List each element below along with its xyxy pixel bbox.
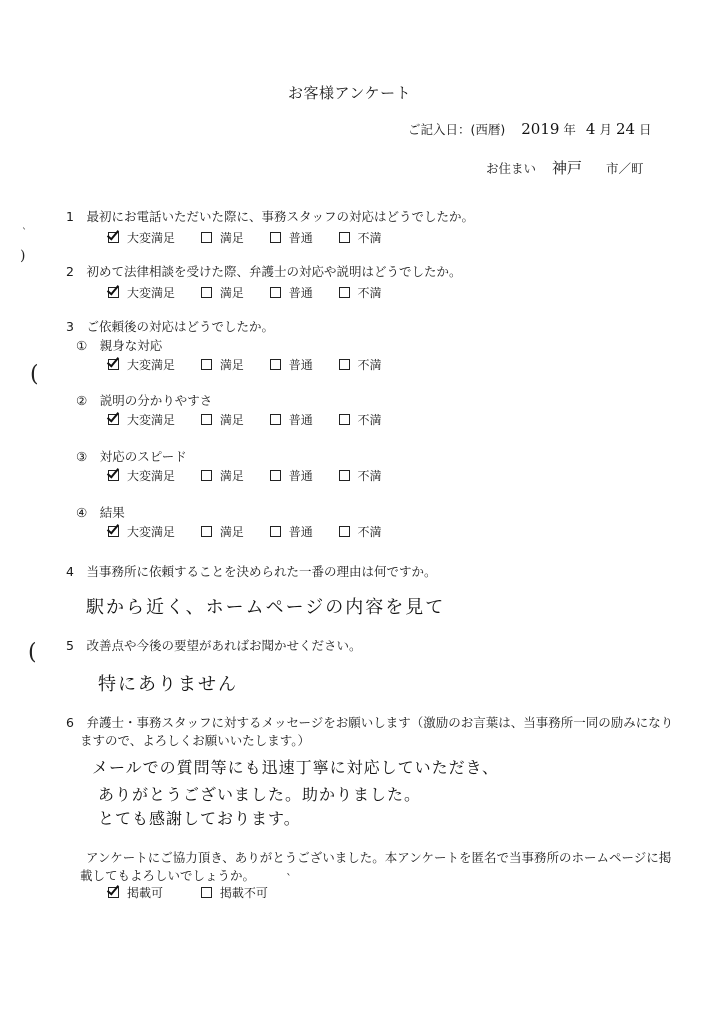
checkbox-checked-icon[interactable] <box>108 470 119 481</box>
checkbox-icon[interactable] <box>270 526 281 537</box>
question-1: 1 最初にお電話いただいた際に、事務スタッフの対応はどうでしたか。 <box>66 209 474 224</box>
question-6-answer-line-1: メールでの質問等にも迅速丁寧に対応していただき、 <box>92 758 500 777</box>
scan-mark-icon: ) <box>20 248 26 264</box>
checkbox-icon[interactable] <box>201 232 212 243</box>
checkbox-icon[interactable] <box>339 359 350 370</box>
address-label: お住まい <box>486 161 537 176</box>
option-satisfied[interactable]: 満足 <box>201 284 244 301</box>
checkbox-icon[interactable] <box>201 470 212 481</box>
closing-line-1: アンケートにご協力頂き、ありがとうございました。本アンケートを匿名で当事務所のホームページに掲 <box>86 850 672 865</box>
checkbox-checked-icon[interactable] <box>108 887 119 898</box>
option-publish-ok[interactable]: 掲載可 <box>108 884 163 901</box>
entry-date-year: 2019 <box>521 120 560 138</box>
checkbox-icon[interactable] <box>339 414 350 425</box>
question-1-options <box>108 229 404 246</box>
question-5: 5 改善点や今後の要望があればお聞かせください。 <box>66 638 362 653</box>
option-dissatisfied[interactable]: 不満 <box>339 284 382 301</box>
checkbox-checked-icon[interactable] <box>108 287 119 298</box>
option-very-satisfied[interactable]: 大変満足 <box>108 467 175 484</box>
checkbox-icon[interactable] <box>339 287 350 298</box>
option-dissatisfied[interactable]: 不満 <box>339 356 382 373</box>
closing-line-2: 載してもよろしいでしょうか。 <box>80 868 256 883</box>
option-very-satisfied[interactable]: 大変満足 <box>108 284 175 301</box>
option-neutral[interactable]: 普通 <box>270 411 313 428</box>
question-3: 3 ご依頼後の対応はどうでしたか。 <box>66 319 274 334</box>
entry-date-day: 24 <box>615 120 636 138</box>
option-satisfied[interactable]: 満足 <box>201 356 244 373</box>
checkbox-checked-icon[interactable] <box>108 414 119 425</box>
question-5-answer: 特にありません <box>98 674 238 695</box>
checkbox-icon[interactable] <box>270 470 281 481</box>
question-6-line-2: ますので、よろしくお願いいたします。） <box>80 733 311 748</box>
entry-date-day-unit: 日 <box>639 122 652 137</box>
option-satisfied[interactable]: 満足 <box>201 523 244 540</box>
checkbox-icon[interactable] <box>201 887 212 898</box>
page-title: お客様アンケート <box>288 84 412 102</box>
question-6-answer-line-3: とても感謝しております。 <box>98 809 301 828</box>
checkbox-checked-icon[interactable] <box>108 526 119 537</box>
publish-options <box>108 884 290 901</box>
entry-date-year-unit: 年 <box>563 122 576 137</box>
scan-mark-icon: ` <box>286 872 292 886</box>
option-dissatisfied[interactable]: 不満 <box>339 523 382 540</box>
option-neutral[interactable]: 普通 <box>270 523 313 540</box>
option-dissatisfied[interactable]: 不満 <box>339 411 382 428</box>
entry-date-label: ご記入日：(西暦) <box>408 122 506 137</box>
option-very-satisfied[interactable]: 大変満足 <box>108 523 175 540</box>
address <box>486 157 644 178</box>
checkbox-icon[interactable] <box>201 287 212 298</box>
option-neutral[interactable]: 普通 <box>270 467 313 484</box>
question-3-item-3-options <box>108 467 404 484</box>
checkbox-icon[interactable] <box>201 526 212 537</box>
question-2-options <box>108 284 404 301</box>
address-unit: 市／町 <box>606 161 644 176</box>
question-3-item-3: ③ 対応のスピード <box>76 449 187 464</box>
question-3-item-1-options <box>108 356 404 373</box>
question-2: 2 初めて法律相談を受けた際、弁護士の対応や説明はどうでしたか。 <box>66 264 462 279</box>
checkbox-icon[interactable] <box>201 359 212 370</box>
checkbox-checked-icon[interactable] <box>108 359 119 370</box>
entry-date-month: 4 <box>585 120 596 138</box>
option-dissatisfied[interactable]: 不満 <box>339 229 382 246</box>
scan-mark-icon: ( <box>28 640 37 665</box>
option-very-satisfied[interactable]: 大変満足 <box>108 411 175 428</box>
question-3-item-2-options <box>108 411 404 428</box>
checkbox-icon[interactable] <box>270 414 281 425</box>
option-publish-ng[interactable]: 掲載不可 <box>201 884 268 901</box>
question-4-answer: 駅から近く、ホームページの内容を見て <box>86 597 446 618</box>
question-3-item-4-options <box>108 523 404 540</box>
checkbox-icon[interactable] <box>339 526 350 537</box>
option-very-satisfied[interactable]: 大変満足 <box>108 356 175 373</box>
checkbox-icon[interactable] <box>270 232 281 243</box>
checkbox-icon[interactable] <box>339 232 350 243</box>
address-value: 神戸 <box>552 159 583 177</box>
checkbox-icon[interactable] <box>201 414 212 425</box>
option-satisfied[interactable]: 満足 <box>201 467 244 484</box>
checkbox-checked-icon[interactable] <box>108 232 119 243</box>
checkbox-icon[interactable] <box>270 359 281 370</box>
option-neutral[interactable]: 普通 <box>270 229 313 246</box>
scan-mark-icon: ( <box>30 362 39 387</box>
question-6-answer-line-2: ありがとうございました。助かりました。 <box>98 785 422 804</box>
checkbox-icon[interactable] <box>339 470 350 481</box>
question-3-item-4: ④ 結果 <box>76 505 125 520</box>
option-neutral[interactable]: 普通 <box>270 356 313 373</box>
option-satisfied[interactable]: 満足 <box>201 229 244 246</box>
entry-date-month-unit: 月 <box>599 122 612 137</box>
option-neutral[interactable]: 普通 <box>270 284 313 301</box>
option-satisfied[interactable]: 満足 <box>201 411 244 428</box>
question-3-item-2: ② 説明の分かりやすさ <box>76 393 213 408</box>
question-4: 4 当事務所に依頼することを決められた一番の理由は何ですか。 <box>66 564 437 579</box>
scan-mark-icon: ` <box>22 228 27 239</box>
entry-date <box>408 120 652 138</box>
question-6-line-1: 6 弁護士・事務スタッフに対するメッセージをお願いします（激励のお言葉は、当事務所一同の励みになり <box>66 715 674 730</box>
checkbox-icon[interactable] <box>270 287 281 298</box>
question-3-item-1: ① 親身な対応 <box>76 338 163 353</box>
option-very-satisfied[interactable]: 大変満足 <box>108 229 175 246</box>
option-dissatisfied[interactable]: 不満 <box>339 467 382 484</box>
